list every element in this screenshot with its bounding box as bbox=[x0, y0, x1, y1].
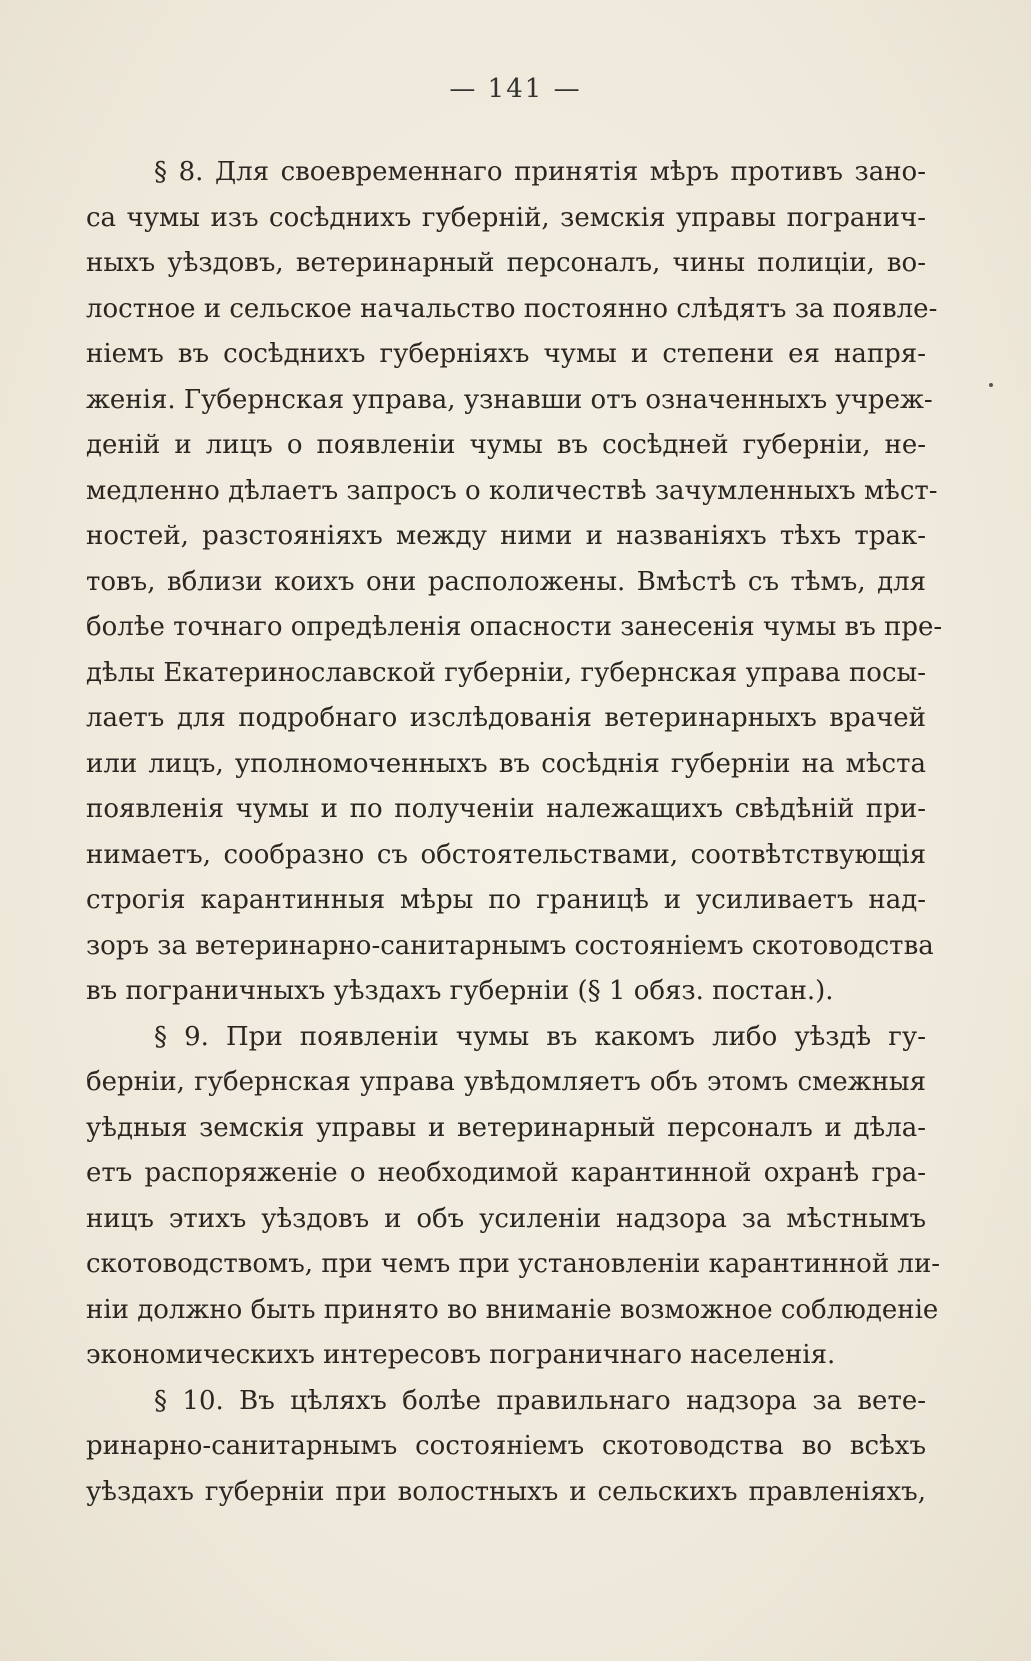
text-line: зоръ за ветеринарно-санитарнымъ состояніемъ скотоводства bbox=[86, 930, 934, 961]
text-line: етъ распоряженіе о необходимой карантинной охранѣ гра- bbox=[86, 1158, 926, 1188]
text-line: лостное и сельское начальство постоянно слѣдятъ за появле- bbox=[86, 293, 938, 324]
ink-speck bbox=[989, 383, 993, 387]
text-line: ностей, разстояніяхъ между ними и названіяхъ тѣхъ трак- bbox=[86, 521, 926, 551]
text-line: ринарно-санитарнымъ состояніемъ скотоводства во всѣхъ bbox=[86, 1431, 926, 1461]
body-text bbox=[86, 150, 943, 1515]
text-line: § 9. При появленіи чумы въ какомъ либо уѣздѣ гу- bbox=[154, 1021, 926, 1052]
text-line: ницъ этихъ уѣздовъ и объ усиленіи надзора за мѣстнымъ bbox=[86, 1203, 926, 1234]
text-line: женія. Губернская управа, узнавши отъ означенныхъ учреж- bbox=[86, 384, 933, 415]
text-line: въ пограничныхъ уѣздахъ губерніи (§ 1 обяз. постан.). bbox=[86, 976, 834, 1006]
text-line: дѣлы Екатеринославской губерніи, губернская управа посы- bbox=[86, 657, 926, 688]
text-line: или лицъ, уполномоченныхъ въ сосѣднія губерніи на мѣста bbox=[86, 748, 926, 779]
text-line: уѣдныя земскія управы и ветеринарный персоналъ и дѣла- bbox=[86, 1112, 926, 1143]
text-line: появленія чумы и по полученіи належащихъ свѣдѣній при- bbox=[86, 794, 926, 824]
text-line: нимаетъ, сообразно съ обстоятельствами, соотвѣтствующія bbox=[86, 839, 926, 870]
text-line: ныхъ уѣздовъ, ветеринарный персоналъ, чины полиціи, во- bbox=[86, 248, 926, 278]
text-line: ніемъ въ сосѣднихъ губерніяхъ чумы и степени ея напря- bbox=[86, 339, 926, 369]
text-line: лаетъ для подробнаго изслѣдованія ветеринарныхъ врачей bbox=[86, 703, 926, 733]
text-line: деній и лицъ о появленіи чумы въ сосѣдней губерніи, не- bbox=[86, 430, 926, 460]
text-line: товъ, вблизи коихъ они расположены. Вмѣстѣ съ тѣмъ, для bbox=[86, 566, 926, 597]
text-line: уѣздахъ губерніи при волостныхъ и сельскихъ правленіяхъ, bbox=[86, 1476, 926, 1507]
page-number: — 141 — bbox=[449, 74, 582, 104]
text-line: медленно дѣлаетъ запросъ о количествѣ зачумленныхъ мѣст- bbox=[86, 475, 938, 506]
text-line: строгія карантинныя мѣры по границѣ и усиливаетъ над- bbox=[86, 885, 926, 915]
text-line: § 8. Для своевременнаго принятія мѣръ противъ зано- bbox=[154, 157, 926, 187]
text-line: берніи, губернская управа увѣдомляетъ объ этомъ смежныя bbox=[86, 1067, 926, 1097]
text-line: ніи должно быть принято во вниманіе возможное соблюденіе bbox=[86, 1294, 939, 1325]
text-line: скотоводствомъ, при чемъ при установленіи карантинной ли- bbox=[86, 1249, 941, 1279]
text-line: болѣе точнаго опредѣленія опасности занесенія чумы въ пре- bbox=[86, 612, 943, 642]
text-line: экономическихъ интересовъ пограничнаго населенія. bbox=[86, 1340, 836, 1370]
text-line: § 10. Въ цѣляхъ болѣе правильнаго надзора за вете- bbox=[154, 1385, 926, 1416]
text-line: са чумы изъ сосѣднихъ губерній, земскія управы погранич- bbox=[86, 202, 926, 233]
